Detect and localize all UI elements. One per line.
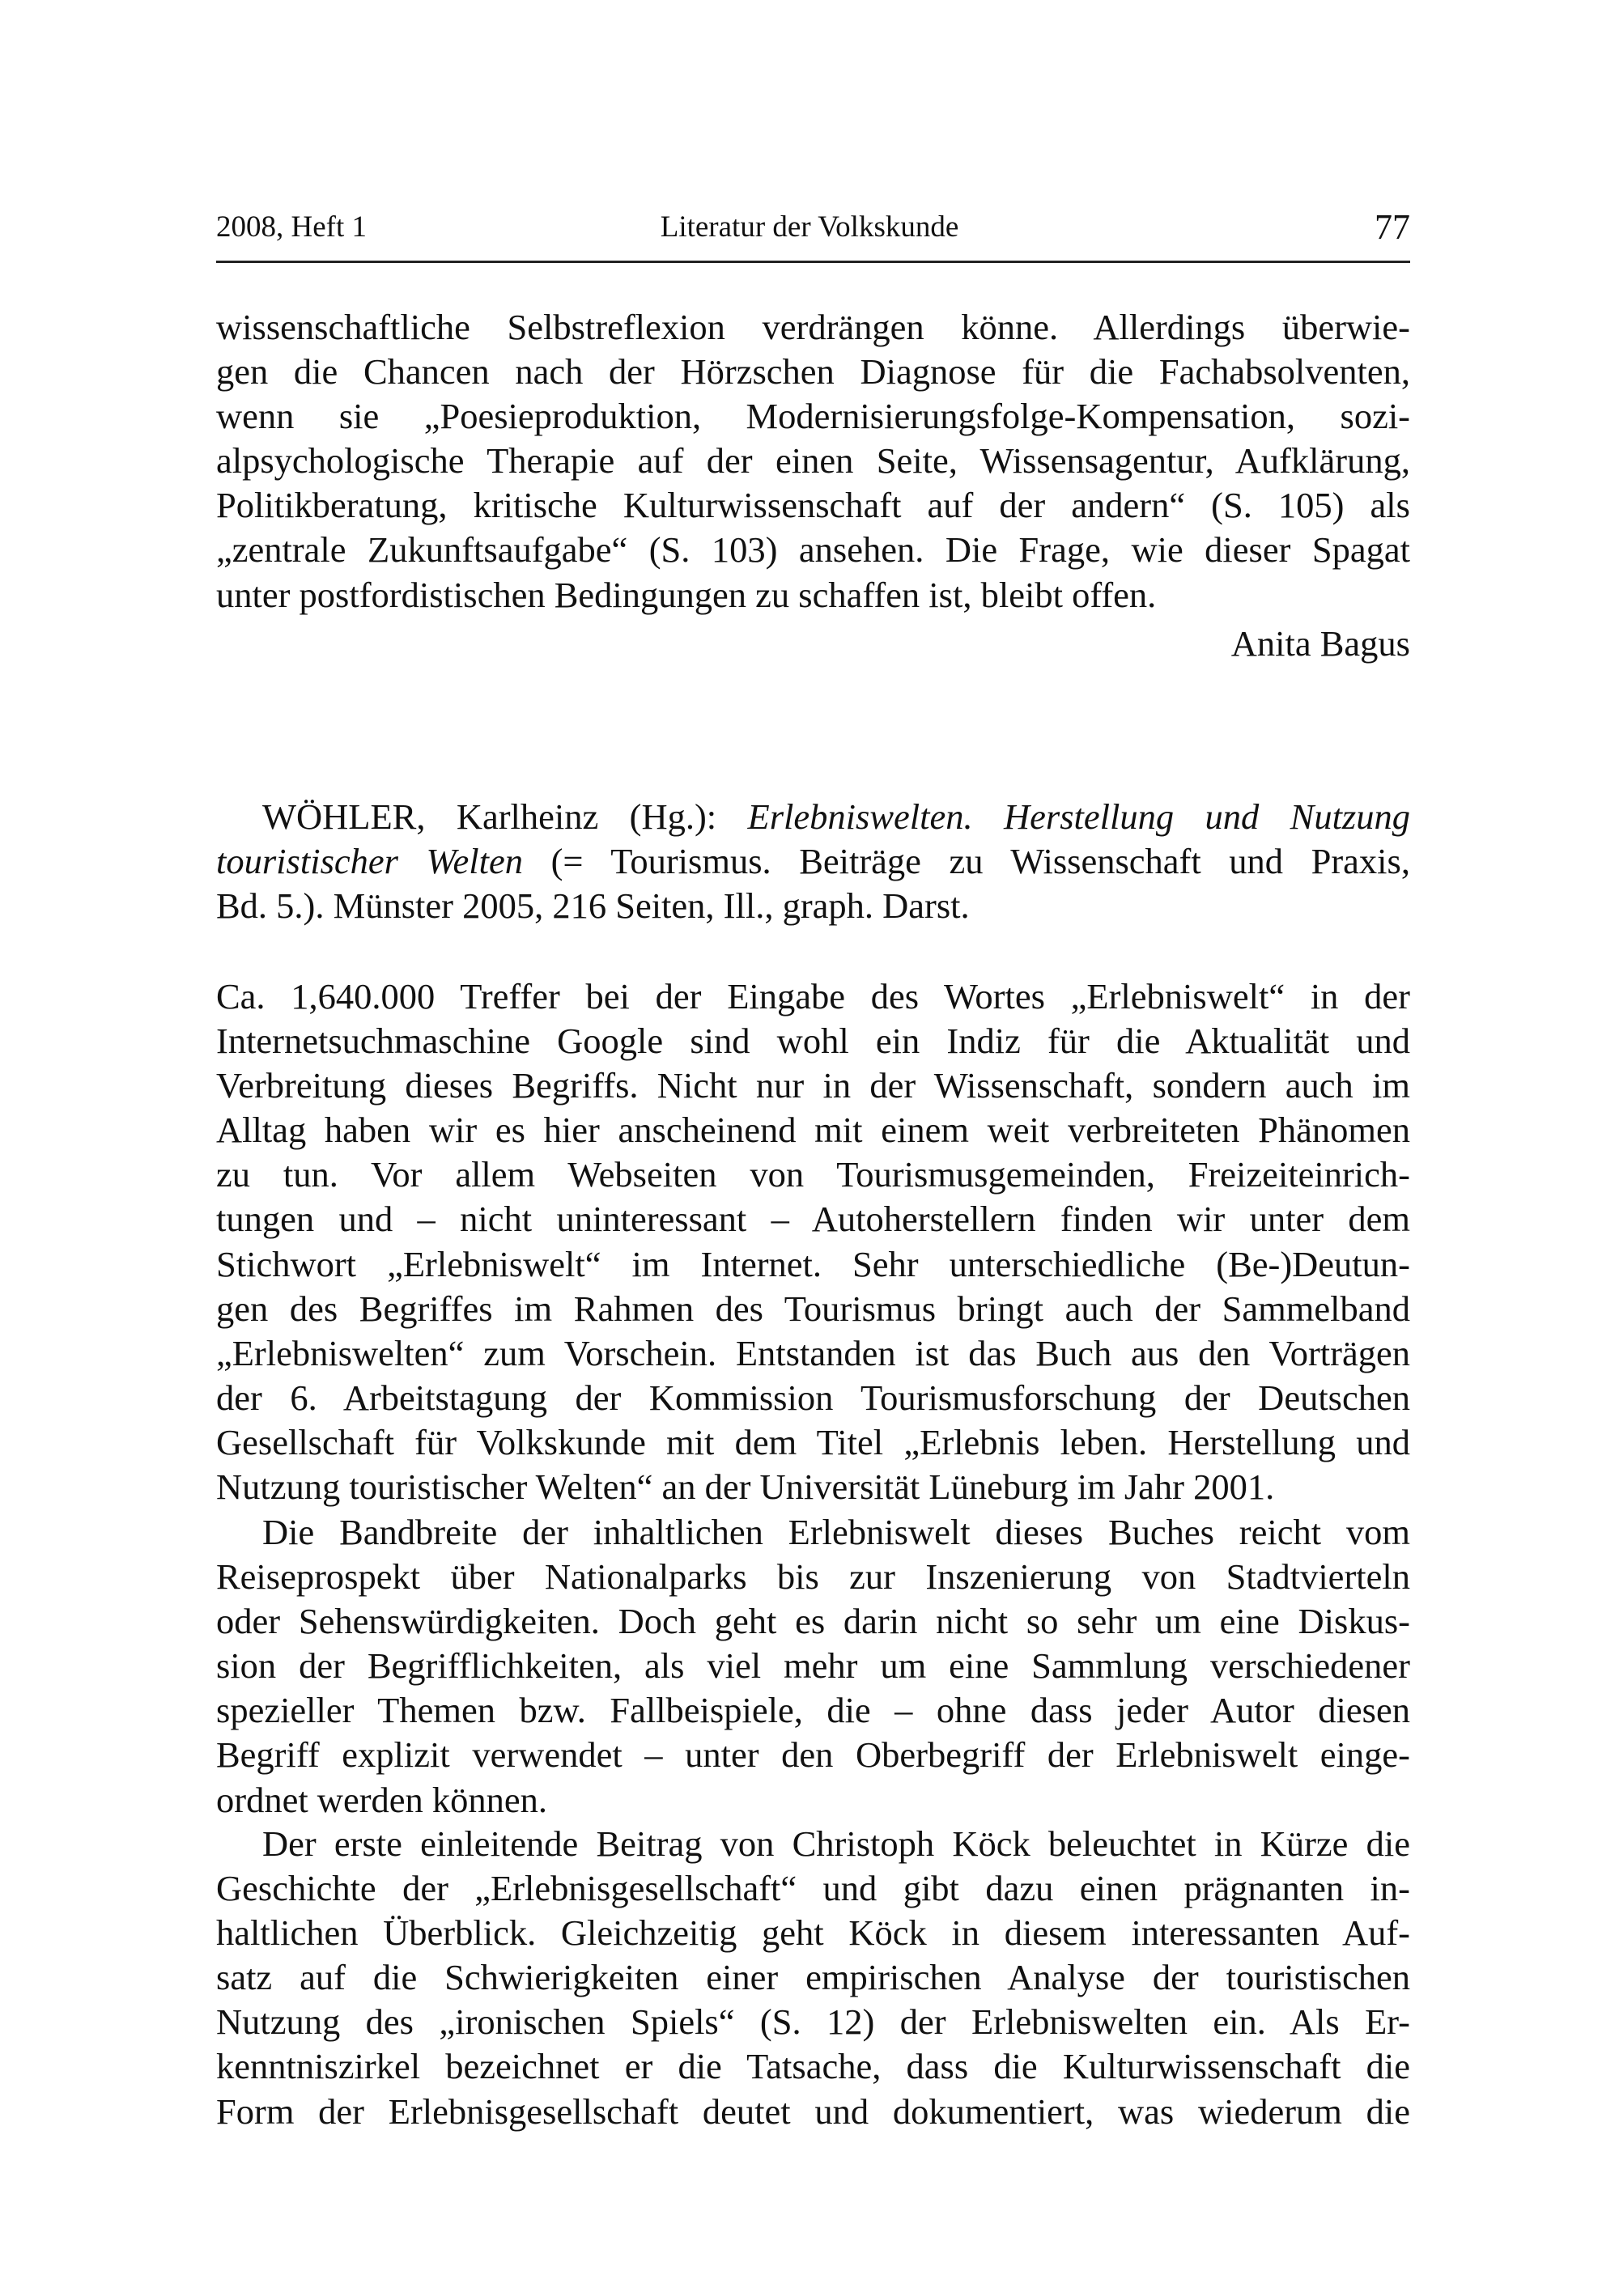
previous-review-ending	[216, 305, 1410, 618]
text-line: Ca. 1,640.000 Treffer bei der Eingabe des Wortes „Erlebniswelt“ in der	[216, 976, 1410, 1016]
book-citation	[216, 795, 1410, 928]
text-line: oder Sehenswürdigkeiten. Doch geht es darin nicht so sehr um eine Diskus-	[216, 1601, 1410, 1642]
text-line: unter postfordistischen Bedingungen zu schaffen ist, bleibt offen.	[216, 574, 1157, 615]
text-line: alpsychologische Therapie auf der einen Seite, Wissensagentur, Aufklärung,	[216, 440, 1410, 482]
review-paragraph	[216, 974, 1410, 1509]
review-paragraph	[216, 1822, 1410, 2134]
text-line: Nutzung touristischer Welten“ an der Universität Lüneburg im Jahr 2001.	[216, 1466, 1275, 1508]
text-line: Reiseprospekt über Nationalparks bis zur Inszenierung von Stadtvierteln	[216, 1556, 1410, 1598]
citation-title-cont: touristischer Welten	[216, 841, 524, 882]
running-head-issue: 2008, Heft 1	[216, 210, 367, 244]
reviewer-signature: Anita Bagus	[1230, 623, 1410, 664]
page-number: 77	[1375, 207, 1410, 247]
text-line: wenn sie „Poesieproduktion, Modernisierungsfolge-Kompensation, sozi-	[216, 396, 1410, 437]
text-line: Stichwort „Erlebniswelt“ im Internet. Sehr unterschiedliche (Be-)Deutun-	[216, 1243, 1410, 1284]
text-line: gen die Chancen nach der Hörzschen Diagnose für die Fachabsolventen,	[216, 351, 1410, 393]
text-line: Der erste einleitende Beitrag von Christoph Köck beleuchtet in Kürze die	[262, 1823, 1410, 1864]
text-line: satz auf die Schwierigkeiten einer empirischen Analyse der touristischen	[216, 1957, 1410, 1998]
citation-series: (= Tourismus. Beiträge zu Wissenschaft und Praxis,	[523, 841, 1410, 882]
text-line: zu tun. Vor allem Webseiten von Tourismusgemeinden, Freizeiteinrich-	[216, 1154, 1410, 1195]
text-line: Verbreitung dieses Begriffs. Nicht nur in der Wissenschaft, sondern auch im	[216, 1065, 1410, 1106]
running-head-title: Literatur der Volkskunde	[660, 210, 959, 244]
text-line: haltlichen Überblick. Gleichzeitig geht Köck in diesem interessanten Auf-	[216, 1912, 1410, 1954]
text-line: gen des Begriffes im Rahmen des Tourismus bringt auch der Sammelband	[216, 1288, 1410, 1329]
text-line: Form der Erlebnisgesellschaft deutet und dokumentiert, was wiederum die	[216, 2090, 1410, 2132]
text-line: Gesellschaft für Volkskunde mit dem Titel „Erlebnis leben. Herstellung und	[216, 1421, 1410, 1462]
citation-author: WÖHLER, Karlheinz (Hg.):	[262, 796, 748, 837]
text-line: sion der Begrifflichkeiten, als viel mehr um eine Sammlung verschiedener	[216, 1645, 1410, 1687]
header-rule	[216, 261, 1410, 263]
text-line: Politikberatung, kritische Kulturwissenschaft auf der andern“ (S. 105) als	[216, 485, 1410, 526]
text-line: „zentrale Zukunftsaufgabe“ (S. 103) ansehen. Die Frage, wie dieser Spagat	[216, 529, 1410, 571]
citation-line: Bd. 5.). Münster 2005, 216 Seiten, Ill., graph. Darst.	[216, 885, 970, 927]
text-line: kenntniszirkel bezeichnet er die Tatsache, dass die Kulturwissenschaft die	[216, 2046, 1410, 2087]
text-line: wissenschaftliche Selbstreflexion verdrängen könne. Allerdings überwie-	[216, 307, 1410, 347]
text-line: Internetsuchmaschine Google sind wohl ein Indiz für die Aktualität und	[216, 1021, 1410, 1062]
text-line: Nutzung des „ironischen Spiels“ (S. 12) der Erlebniswelten ein. Als Er-	[216, 2001, 1410, 2043]
text-line: Geschichte der „Erlebnisgesellschaft“ und gibt dazu einen prägnanten in-	[216, 1868, 1410, 1909]
citation-line	[216, 839, 1410, 884]
text-line: tungen und – nicht uninteressant – Autoherstellern finden wir unter dem	[216, 1199, 1410, 1240]
text-line: Alltag haben wir es hier anscheinend mit einem weit verbreiteten Phänomen	[216, 1110, 1410, 1151]
text-line: „Erlebniswelten“ zum Vorschein. Entstanden ist das Buch aus den Vorträgen	[216, 1332, 1410, 1373]
text-line: der 6. Arbeitstagung der Kommission Tourismusforschung der Deutschen	[216, 1377, 1410, 1418]
review-paragraph	[216, 1510, 1410, 1823]
text-line: Begriff explizit verwendet – unter den Oberbegriff der Erlebniswelt einge-	[216, 1734, 1410, 1776]
text-line: Die Bandbreite der inhaltlichen Erlebniswelt dieses Buches reicht vom	[262, 1512, 1410, 1552]
citation-title: Erlebniswelten. Herstellung und Nutzung	[747, 796, 1410, 837]
citation-line	[216, 795, 1410, 839]
text-line: ordnet werden können.	[216, 1779, 548, 1820]
text-line: spezieller Themen bzw. Fallbeispiele, die – ohne dass jeder Autor diesen	[216, 1690, 1410, 1731]
